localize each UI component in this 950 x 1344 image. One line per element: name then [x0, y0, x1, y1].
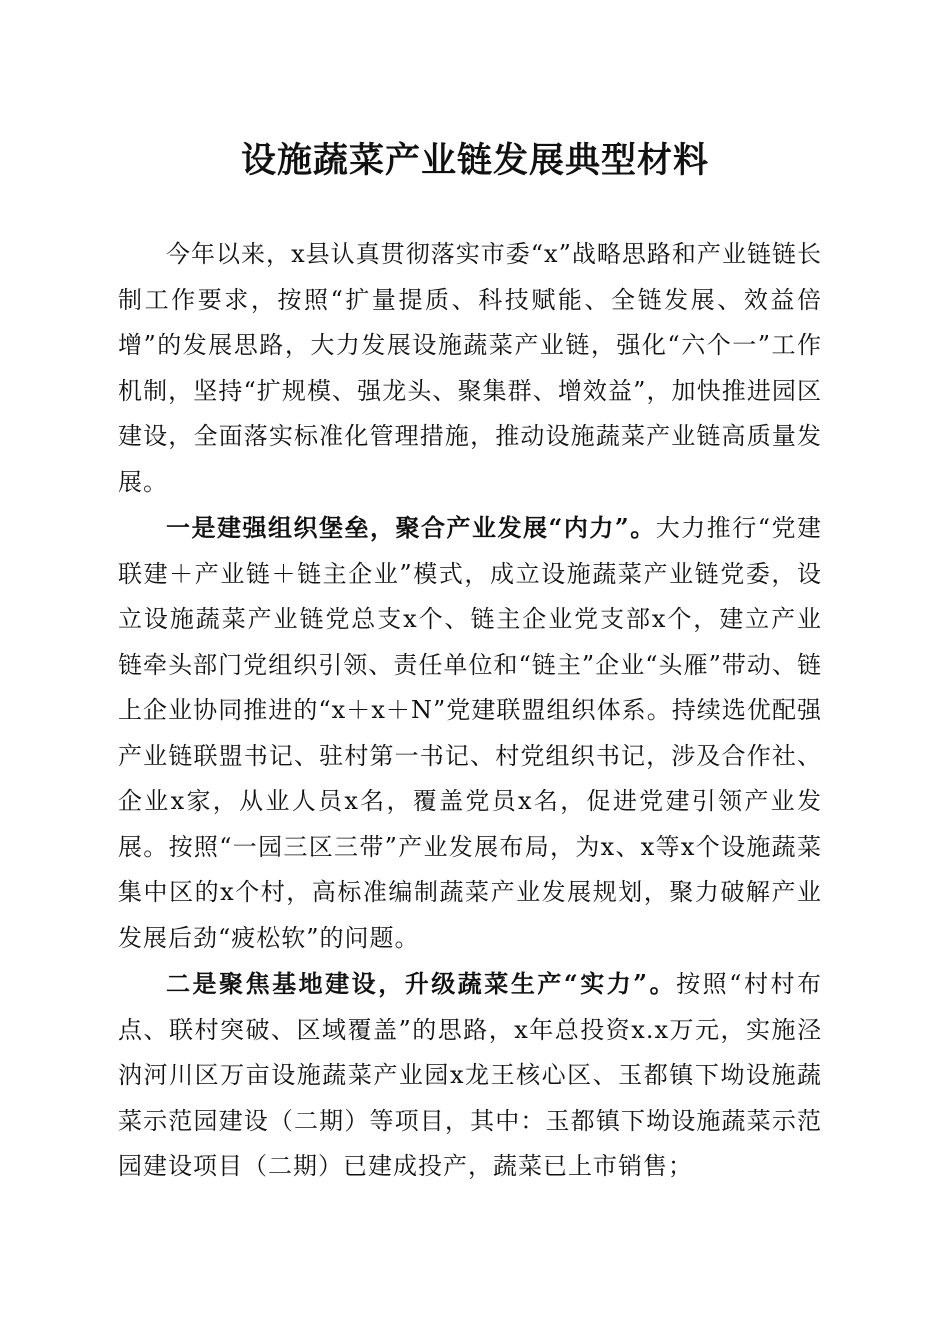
paragraph-organization-heading: 一是建强组织堡垒，聚合产业发展“内力”。 — [166, 513, 656, 542]
paragraph-base-construction-heading: 二是聚焦基地建设，升级蔬菜生产“实力”。 — [166, 969, 677, 998]
paragraph-base-construction — [118, 961, 822, 1190]
paragraph-base-construction-text: 按照“村村布点、联村突破、区域覆盖”的思路，x年总投资x.x万元，实施泾汭河川区万亩设施蔬菜产业园x龙王核心区、玉都镇下坳设施蔬菜示范园建设（二期）等项目，其中：玉都镇下坳设施蔬菜示范园建设项目（二期）已建成投产，蔬菜已上市销售； — [118, 970, 823, 1180]
document-title: 设施蔬菜产业链发展典型材料 — [240, 140, 709, 181]
paragraph-organization-text: 大力推行“党建联建＋产业链＋链主企业”模式，成立设施蔬菜产业链党委，设立设施蔬菜产业链党总支x个、链主企业党支部x个，建立产业链牵头部门党组织引领、责任单位和“链主”企业“头雁”带动、链上企业协同推进的“x＋x＋N”党建联盟组织体系。持续选优配强产业链联盟书记、驻村第一书记、村党组织书记，涉及合作社、企业x家，从业人员x名，覆盖党员x名，促进党建引领产业发展。按照“一园三区三带”产业发展布局，为x、x等x个设施蔬菜集中区的x个村，高标准编制蔬菜产业发展规划，聚力破解产业发展后劲“疲松软”的问题。 — [118, 514, 822, 952]
document-body — [118, 232, 822, 1190]
paragraph-intro — [118, 232, 822, 505]
paragraph-organization — [118, 505, 822, 961]
paragraph-intro-text: 今年以来，x县认真贯彻落实市委“x”战略思路和产业链链长制工作要求，按照“扩量提质、科技赋能、全链发展、效益倍增”的发展思路，大力发展设施蔬菜产业链，强化“六个一”工作机制，坚持“扩规模、强龙头、聚集群、增效益”，加快推进园区建设，全面落实标准化管理措施，推动设施蔬菜产业链高质量发展。 — [118, 240, 822, 496]
